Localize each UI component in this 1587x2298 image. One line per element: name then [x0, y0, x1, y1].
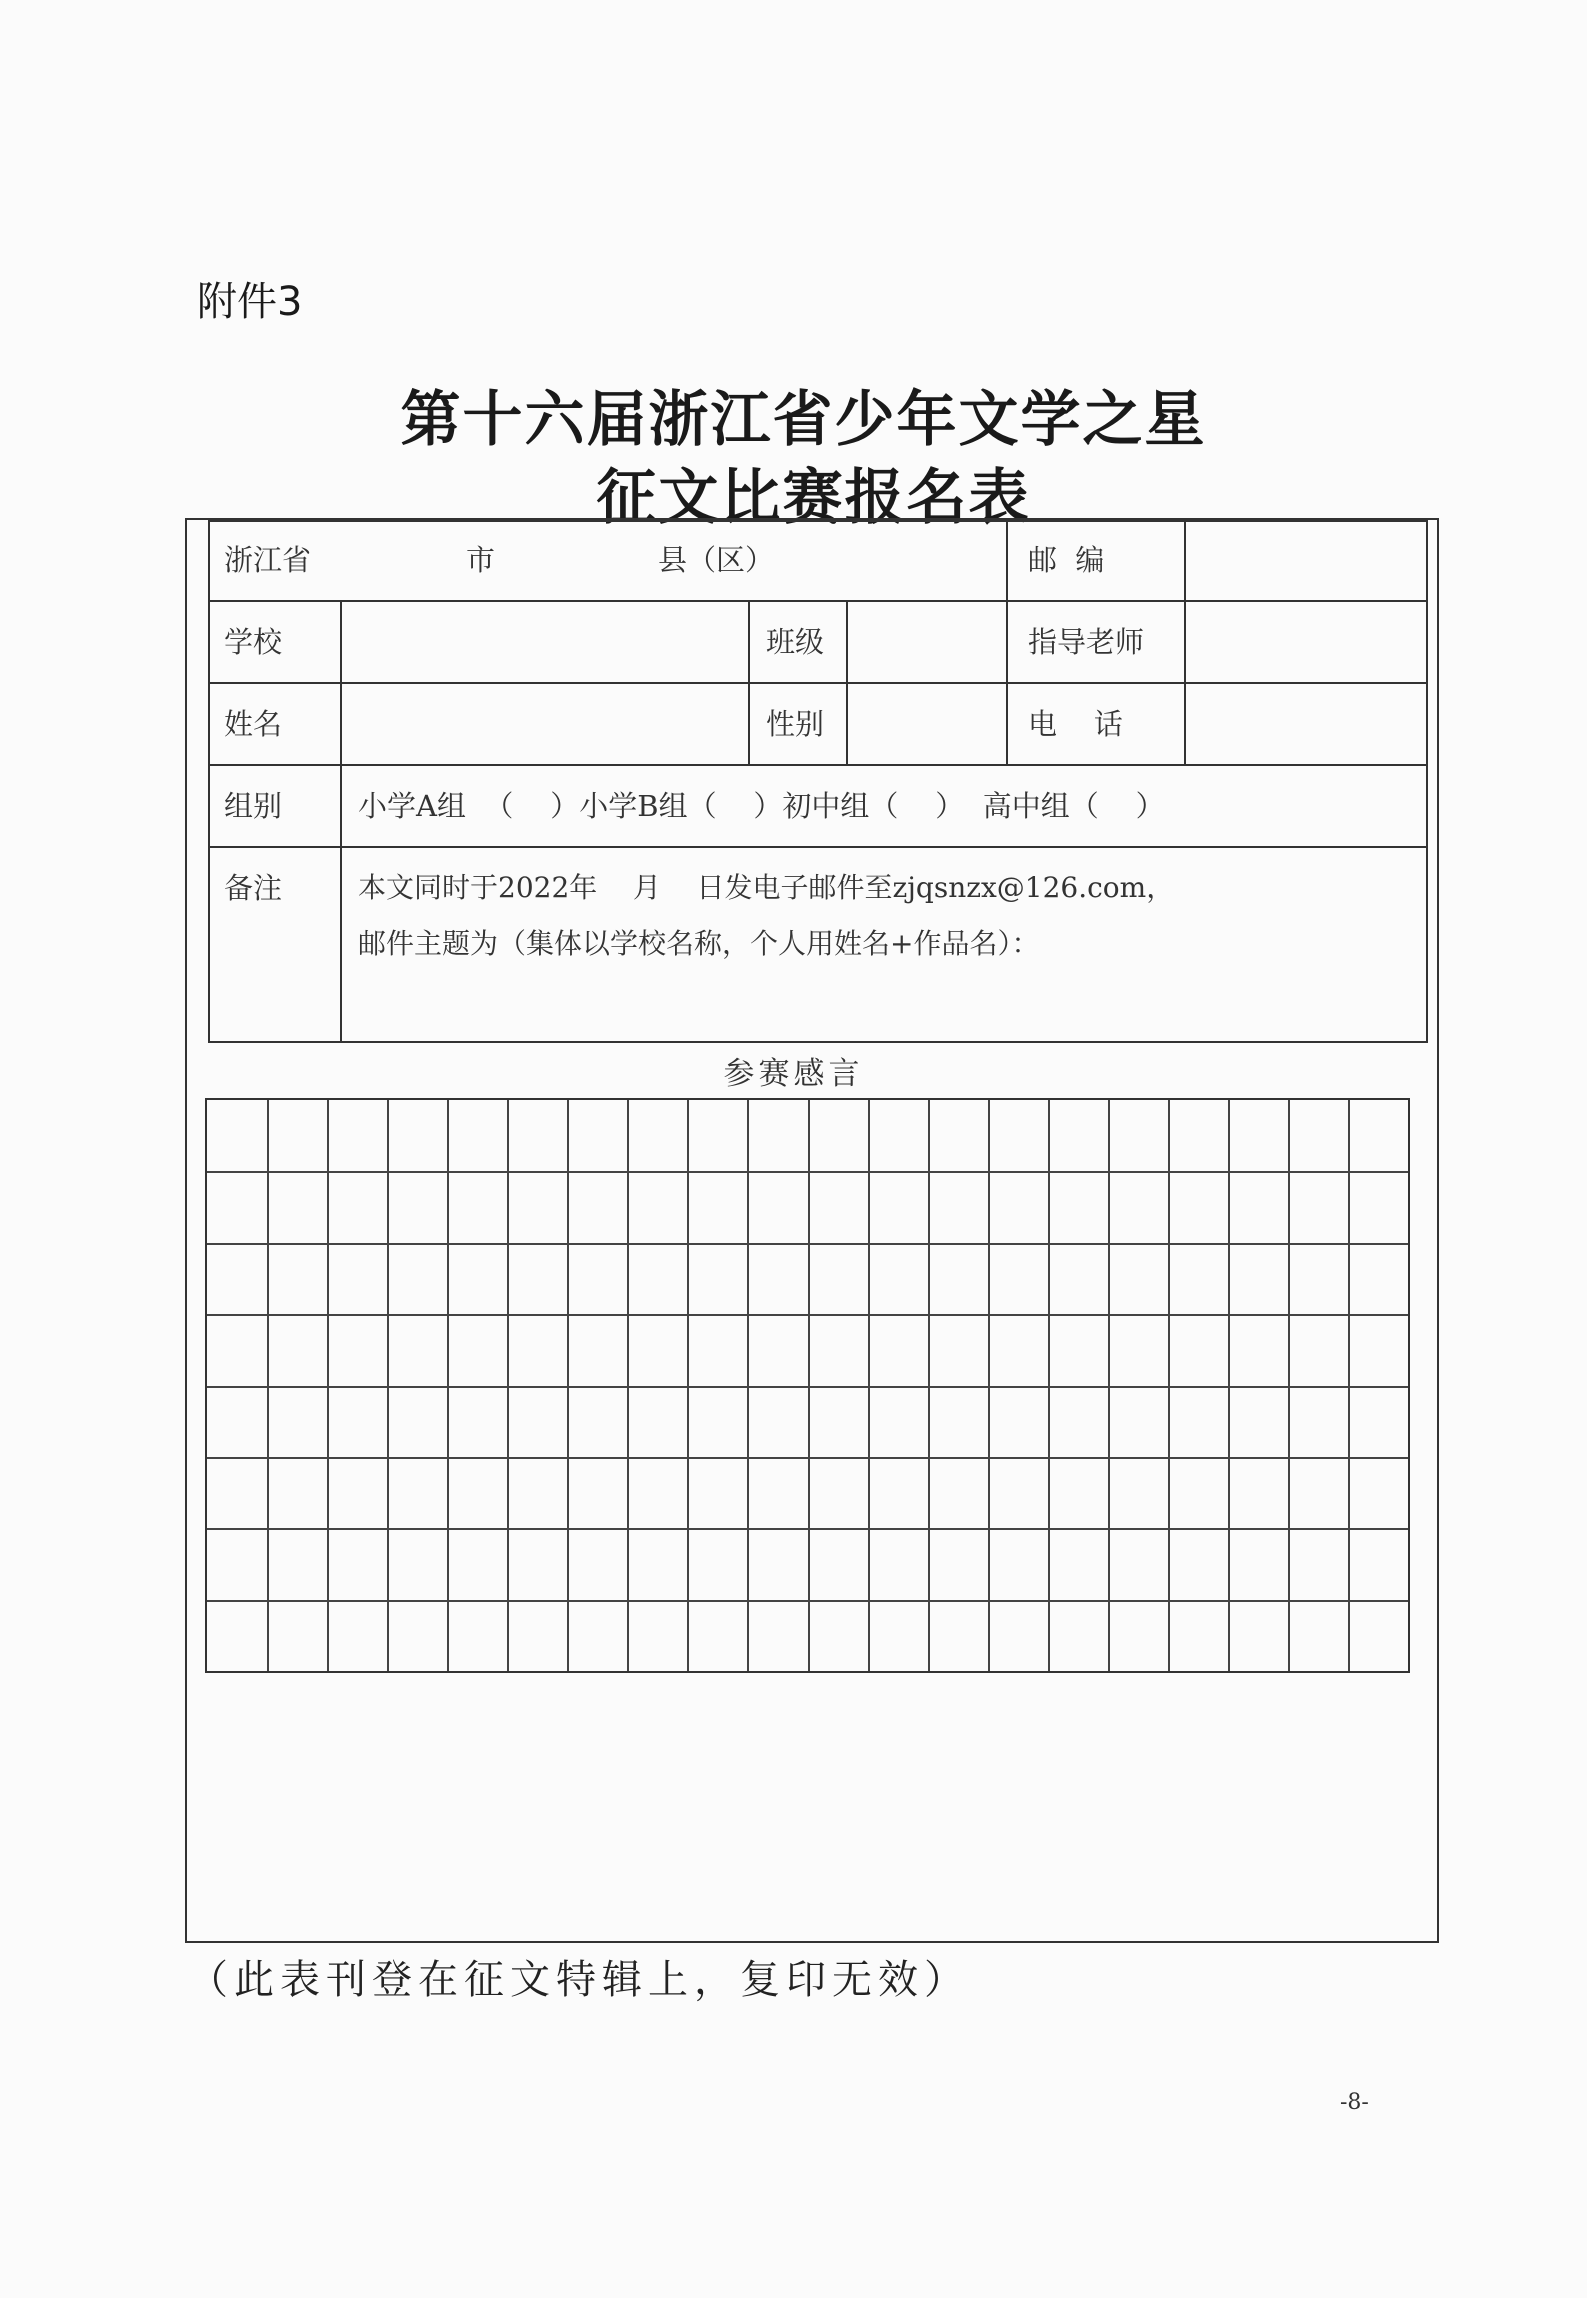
- form-title: 第十六届浙江省少年文学之星: [400, 385, 1207, 455]
- row-divider: [210, 846, 1426, 848]
- county-label: 县（区）: [658, 543, 775, 577]
- group-label: 组别: [224, 789, 283, 823]
- feelings-title: 参赛感言: [723, 1056, 864, 1092]
- footnote: （此表刊登在征文特辑上，复印无效）: [188, 1957, 970, 2003]
- school-label: 学校: [224, 625, 283, 659]
- col-divider: [748, 600, 750, 764]
- teacher-label: 指导老师: [1028, 625, 1145, 659]
- row-divider: [210, 600, 1426, 602]
- attachment-label: 附件3: [197, 279, 303, 325]
- city-label: 市: [466, 543, 496, 577]
- page-number: -8-: [1340, 2090, 1369, 2115]
- writing-grid: [205, 1098, 1410, 1673]
- form-subtitle: 征文比赛报名表: [596, 463, 1031, 533]
- gender-label: 性别: [766, 707, 825, 741]
- grid-row-line: [207, 1600, 1408, 1602]
- grid-row-line: [207, 1243, 1408, 1245]
- grid-row-line: [207, 1457, 1408, 1459]
- row-divider: [210, 682, 1426, 684]
- col-divider: [1184, 522, 1186, 764]
- grid-row-line: [207, 1314, 1408, 1316]
- col-divider: [846, 600, 848, 764]
- col-divider: [1006, 522, 1008, 764]
- phone-label: 电 话: [1028, 707, 1123, 741]
- col-divider: [340, 600, 342, 1043]
- registration-table: [208, 520, 1428, 1043]
- grid-row-line: [207, 1171, 1408, 1173]
- name-label: 姓名: [224, 707, 283, 741]
- row-divider: [210, 764, 1426, 766]
- remark-line-1: 本文同时于2022年 月 日发电子邮件至zjqsnzx@126.com，: [358, 871, 1175, 904]
- province-label: 浙江省: [224, 543, 312, 577]
- remark-label: 备注: [224, 871, 283, 905]
- grid-row-line: [207, 1386, 1408, 1388]
- class-label: 班级: [766, 625, 825, 659]
- group-options: 小学A组 （ ）小学B组（ ）初中组（ ） 高中组（ ）: [358, 789, 1165, 823]
- postcode-label: 邮 编: [1028, 543, 1105, 577]
- grid-row-line: [207, 1528, 1408, 1530]
- remark-line-2: 邮件主题为（集体以学校名称，个人用姓名+作品名）：: [358, 927, 1040, 960]
